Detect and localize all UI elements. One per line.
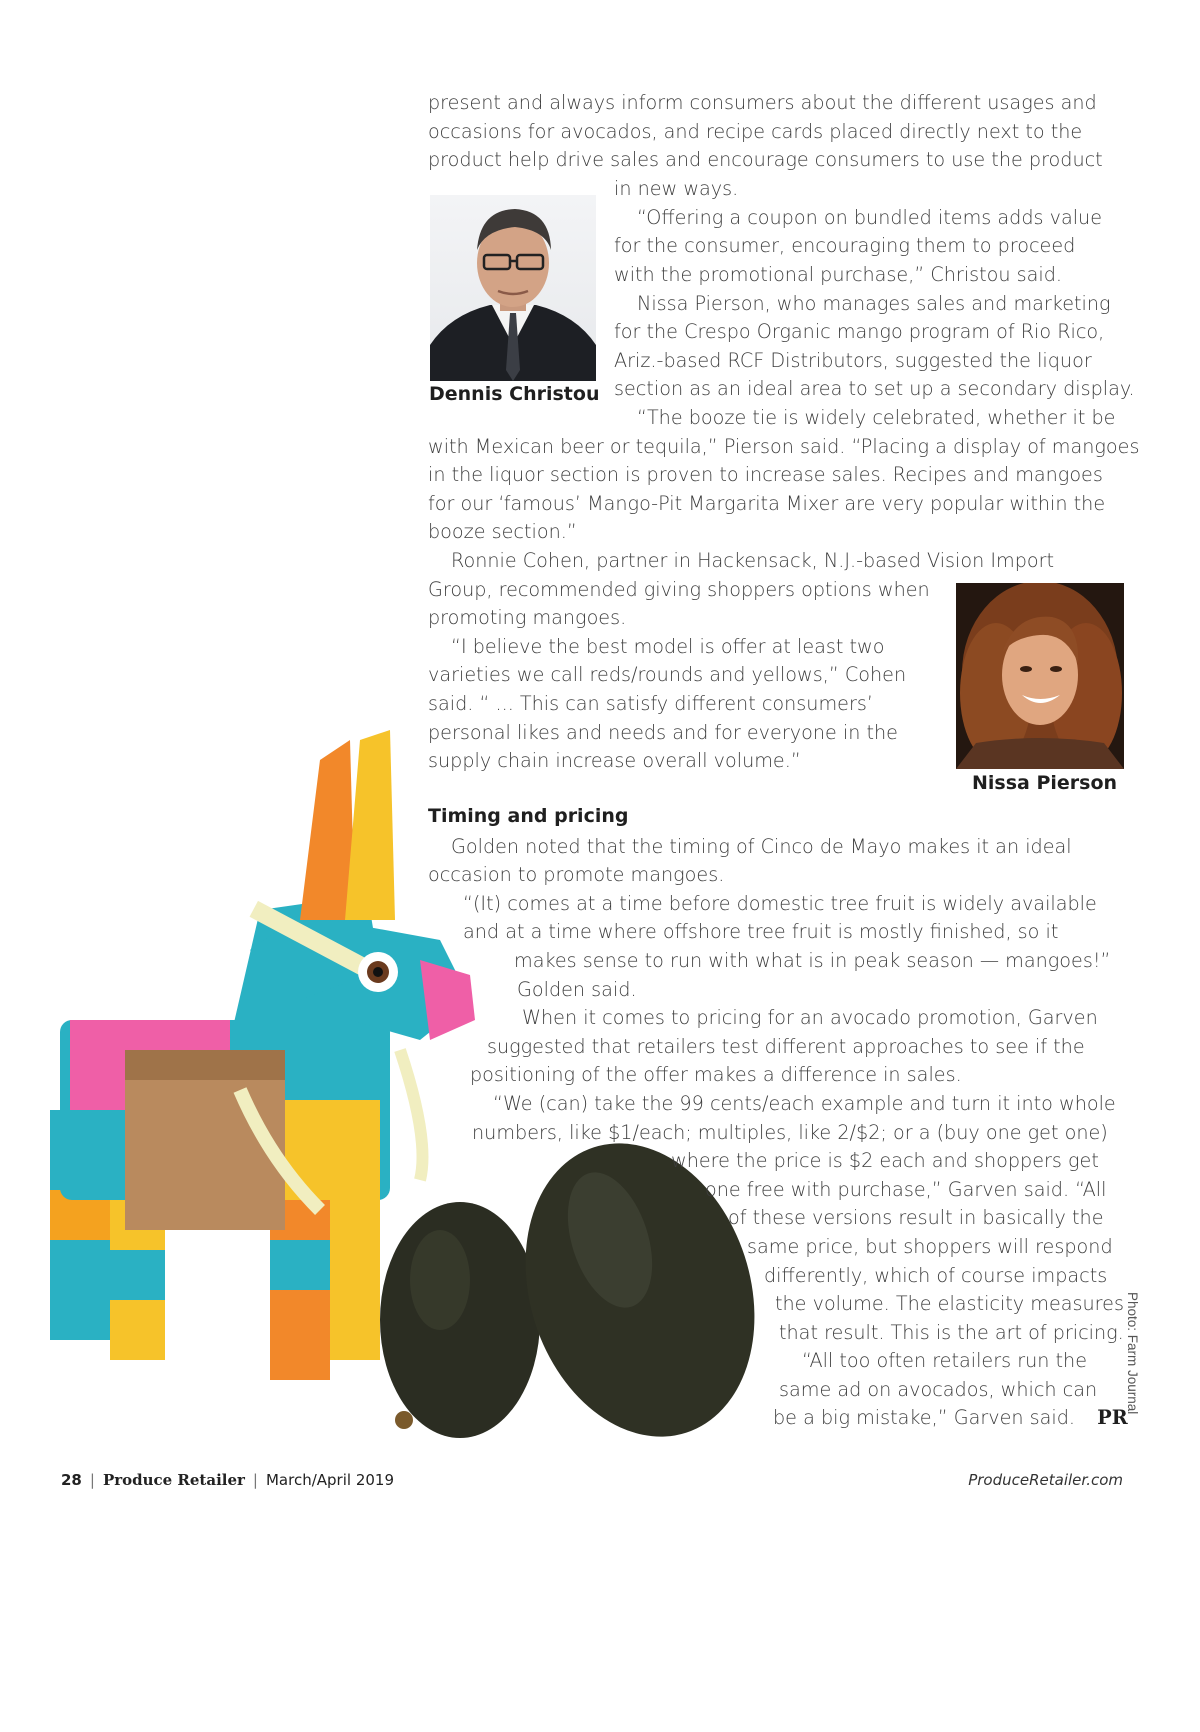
page-footer: [61, 1471, 394, 1489]
article-line-final: [773, 1404, 1128, 1432]
article-line: for the Crespo Organic mango program of Rio Rico,: [614, 320, 1105, 343]
article-line: occasion to promote mangoes.: [428, 863, 725, 886]
article-line: present and always inform consumers about the different usages and: [428, 91, 1097, 114]
magazine-name: Produce Retailer: [102, 1471, 245, 1489]
website-link[interactable]: ProduceRetailer.com: [968, 1471, 1123, 1489]
article-line: same price, but shoppers will respond: [747, 1235, 1113, 1258]
article-line: of these versions result in basically the: [728, 1206, 1104, 1229]
article-line: “(It) comes at a time before domestic tree fruit is widely available: [463, 892, 1097, 915]
footer-separator: |: [252, 1471, 258, 1489]
article-line: When it comes to pricing for an avocado promotion, Garven: [522, 1006, 1098, 1029]
article-line: personal likes and needs and for everyone in the: [428, 721, 898, 744]
dennis-christou-photo: [430, 195, 596, 381]
article-line: makes sense to run with what is in peak season — mangoes!”: [514, 949, 1111, 972]
nissa-portrait-art: [956, 583, 1124, 769]
photo-credit: Photo: Farm Journal: [1125, 1292, 1140, 1415]
article-line: supply chain increase overall volume.”: [428, 749, 801, 772]
dennis-portrait-art: [430, 195, 596, 381]
article-line: positioning of the offer makes a difference in sales.: [470, 1063, 962, 1086]
article-line: “The booze tie is widely celebrated, whether it be: [637, 406, 1116, 429]
article-line: with Mexican beer or tequila,” Pierson said. “Placing a display of mangoes: [428, 435, 1140, 458]
article-line: in the liquor section is proven to increase sales. Recipes and mangoes: [428, 463, 1103, 486]
section-heading: Timing and pricing: [428, 805, 629, 827]
article-line: for our ‘famous’ Mango-Pit Margarita Mixer are very popular within the: [428, 492, 1106, 515]
article-line: “We (can) take the 99 cents/each example and turn it into whole: [493, 1092, 1116, 1115]
article-line: where the price is $2 each and shoppers get: [671, 1149, 1099, 1172]
article-line: promoting mangoes.: [428, 606, 627, 629]
article-line: “I believe the best model is offer at least two: [451, 635, 885, 658]
article-line: and at a time where offshore tree fruit is mostly finished, so it: [463, 920, 1059, 943]
article-line: Ronnie Cohen, partner in Hackensack, N.J.-based Vision Import: [451, 549, 1055, 572]
article-line: “Offering a coupon on bundled items adds value: [637, 206, 1103, 229]
article-line: the volume. The elasticity measures: [775, 1292, 1124, 1315]
nissa-pierson-photo: [956, 583, 1124, 769]
article-line: suggested that retailers test different approaches to see if the: [487, 1035, 1085, 1058]
page-number: 28: [61, 1471, 82, 1489]
article-line: in new ways.: [614, 177, 739, 200]
article-line: one free with purchase,” Garven said. “All: [705, 1178, 1107, 1201]
article-line: booze section.”: [428, 520, 577, 543]
article-line: product help drive sales and encourage consumers to use the product: [428, 148, 1103, 171]
article-line: occasions for avocados, and recipe cards placed directly next to the: [428, 120, 1083, 143]
article-line: that result. This is the art of pricing.: [779, 1321, 1124, 1344]
article-line: Ariz.-based RCF Distributors, suggested the liquor: [614, 349, 1092, 372]
issue-date: March/April 2019: [265, 1471, 394, 1489]
article-line: differently, which of course impacts: [764, 1264, 1108, 1287]
article-line: varieties we call reds/rounds and yellows,” Cohen: [428, 663, 907, 686]
article-line: section as an ideal area to set up a secondary display.: [614, 377, 1135, 400]
article-line: “All too often retailers run the: [802, 1349, 1087, 1372]
article-line: Golden noted that the timing of Cinco de Mayo makes it an ideal: [451, 835, 1072, 858]
signoff-mark: PR: [1097, 1406, 1128, 1429]
article-line: for the consumer, encouraging them to proceed: [614, 234, 1076, 257]
article-line: Nissa Pierson, who manages sales and marketing: [637, 292, 1111, 315]
dennis-christou-caption: Dennis Christou: [429, 383, 600, 405]
article-line: numbers, like $1/each; multiples, like 2/$2; or a (buy one get one): [472, 1121, 1108, 1144]
article-line: same ad on avocados, which can: [779, 1378, 1098, 1401]
article-line: Golden said.: [517, 978, 637, 1001]
footer-separator: |: [89, 1471, 95, 1489]
article-line-text: be a big mistake,” Garven said.: [773, 1406, 1076, 1429]
article-line: Group, recommended giving shoppers options when: [428, 578, 930, 601]
article-line: said. “ ... This can satisfy different consumers’: [428, 692, 873, 715]
nissa-pierson-caption: Nissa Pierson: [972, 772, 1118, 794]
article-line: with the promotional purchase,” Christou said.: [614, 263, 1063, 286]
